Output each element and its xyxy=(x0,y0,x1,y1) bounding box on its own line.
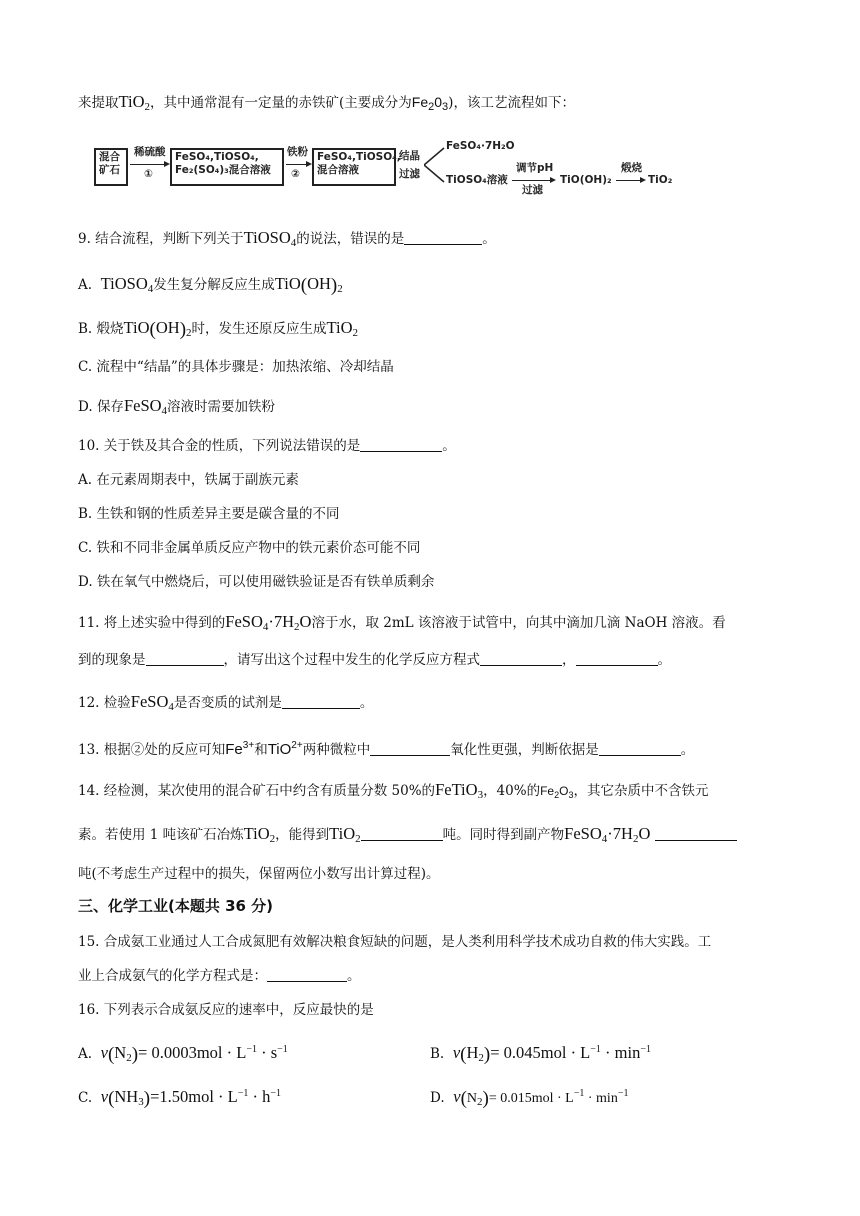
q10-option-c[interactable]: C. 铁和不同非金属单质反应产物中的铁元素价态可能不同 xyxy=(78,540,421,556)
flow-product-feso4: FeSO₄·7H₂O xyxy=(446,140,515,152)
answer-blank-9[interactable] xyxy=(404,230,482,245)
q16-option-b[interactable]: B. $v(H2)= 0.045mol \cdot L^{-1} \cdot \min^{-1}$ xyxy=(430,1043,651,1065)
answer-blank-15[interactable] xyxy=(267,967,347,982)
flow-arrow3-label: 调节pH xyxy=(516,162,554,174)
flow-step-2: ② xyxy=(291,168,300,180)
flow-arrow3-sublabel: 过滤 xyxy=(522,184,543,196)
question-14: 14. 经检测，某次使用的混合矿石中约含有质量分数 50%的FeTiO3，40%的$Fe_2O_3$，其它杂质中不含铁元 xyxy=(78,780,709,801)
answer-blank-12[interactable] xyxy=(282,694,360,709)
answer-blank-14a[interactable] xyxy=(361,826,443,841)
q16-option-a[interactable]: A. $v(N2)= 0.0003mol \cdot L^{-1} \cdot s^{-1}$ xyxy=(78,1043,288,1065)
flow-box-ore: 混合 矿石 xyxy=(94,148,128,186)
formula-tio2: TiO2 xyxy=(118,92,150,113)
question-9: 9. 结合流程，判断下列关于TiOSO4的说法，错误的是 。 xyxy=(78,228,496,249)
q16-option-d[interactable]: D. $v(N_2)= 0.015mol \cdot L^{-1} \cdot \min^{-1}$ xyxy=(430,1087,629,1109)
intro-line xyxy=(78,92,575,117)
flow-arrow2-label: 铁粉 xyxy=(287,146,308,158)
flow-crystallize-label: 结晶 xyxy=(399,150,420,162)
question-15-line2: 业上合成氨气的化学方程式是： 。 xyxy=(78,968,361,984)
flow-product-tiooh2: TiO(OH)₂ xyxy=(560,174,612,186)
answer-blank-11a[interactable] xyxy=(146,651,224,666)
intro-text-mid: ，其中通常混有一定量的赤铁矿(主要成分为 xyxy=(150,95,412,111)
intro-text: 来提取 xyxy=(78,95,119,111)
question-13: 13. 根据②处的反应可知$Fe^{3+}$和TiO$^{2+}$两种微粒中 氧化性更强，判断依据是 。 xyxy=(78,740,695,758)
q10-option-d[interactable]: D. 铁在氧气中燃烧后，可以使用磁铁验证是否有铁单质剩余 xyxy=(78,574,435,590)
flow-arrow-4 xyxy=(616,180,644,181)
q10-option-b[interactable]: B. 生铁和钢的性质差异主要是碳含量的不同 xyxy=(78,506,340,522)
flow-arrow-2 xyxy=(286,164,310,165)
flow-box-solution2: FeSO₄,TiOSO₄, 混合溶液 xyxy=(312,148,396,186)
formula-fe2o3: $Fe_20_3$ xyxy=(411,94,449,113)
process-flow-diagram xyxy=(94,140,694,198)
q16-option-c[interactable]: C. $v(NH3)=1.50mol \cdot L^{-1} \cdot h^{-1}$ xyxy=(78,1087,282,1109)
flow-arrow4-label: 煅烧 xyxy=(621,162,642,174)
answer-blank-11c[interactable] xyxy=(576,651,658,666)
q9-option-d[interactable]: D. 保存FeSO4溶液时需要加铁粉 xyxy=(78,396,276,417)
intro-text-end: )，该工艺流程如下： xyxy=(448,95,575,111)
q9-option-b[interactable]: B. 煅烧TiO(OH)2时，发生还原反应生成TiO2 xyxy=(78,318,359,340)
question-15: 15. 合成氨工业通过人工合成氮肥有效解决粮食短缺的问题，是人类利用科学技术成功自救的伟大实践。工 xyxy=(78,934,712,950)
flow-box-solution1: FeSO₄,TiOSO₄, Fe₂(SO₄)₃混合溶液 xyxy=(170,148,284,186)
question-11-line2: 到的现象是 ，请写出这个过程中发生的化学反应方程式 ， 。 xyxy=(78,652,671,668)
flow-filter-label: 过滤 xyxy=(399,168,420,180)
q9-option-c[interactable]: C. 流程中“结晶”的具体步骤是：加热浓缩、冷却结晶 xyxy=(78,359,394,375)
question-11: 11. 将上述实验中得到的FeSO4·7H2O溶于水，取 2mL 该溶液于试管中，向其中滴加几滴 NaOH 溶液。看 xyxy=(78,612,726,633)
question-16: 16. 下列表示合成氨反应的速率中，反应最快的是 xyxy=(78,1002,374,1018)
section-title-3: 三、化学工业(本题共 36 分) xyxy=(78,897,274,915)
flow-arrow-3 xyxy=(512,180,554,181)
answer-blank-13b[interactable] xyxy=(599,741,681,756)
answer-blank-11b[interactable] xyxy=(480,651,562,666)
question-14-line3: 吨(不考虑生产过程中的损失，保留两位小数写出计算过程)。 xyxy=(78,866,440,882)
flow-arrow-1 xyxy=(130,164,168,165)
flow-arrow1-label: 稀硫酸 xyxy=(134,146,166,158)
flow-branch-lines xyxy=(424,140,448,190)
flow-product-tioso4: TiOSO₄溶液 xyxy=(446,174,508,186)
question-14-line2: 素。若使用 1 吨该矿石冶炼TiO2，能得到TiO2 吨。同时得到副产物FeSO4·7H2O xyxy=(78,824,737,849)
q10-option-a[interactable]: A. 在元素周期表中，铁属于副族元素 xyxy=(78,472,299,488)
q9-option-a[interactable]: A. TiOSO4发生复分解反应生成TiO(OH)2 xyxy=(78,274,343,296)
question-10: 10. 关于铁及其合金的性质，下列说法错误的是 。 xyxy=(78,438,456,454)
flow-step-1: ① xyxy=(144,168,153,180)
flow-product-tio2: TiO₂ xyxy=(648,174,673,186)
answer-blank-13a[interactable] xyxy=(370,741,450,756)
question-12: 12. 检验FeSO4是否变质的试剂是 。 xyxy=(78,692,374,713)
answer-blank-14b[interactable] xyxy=(655,826,737,841)
answer-blank-10[interactable] xyxy=(360,437,442,452)
